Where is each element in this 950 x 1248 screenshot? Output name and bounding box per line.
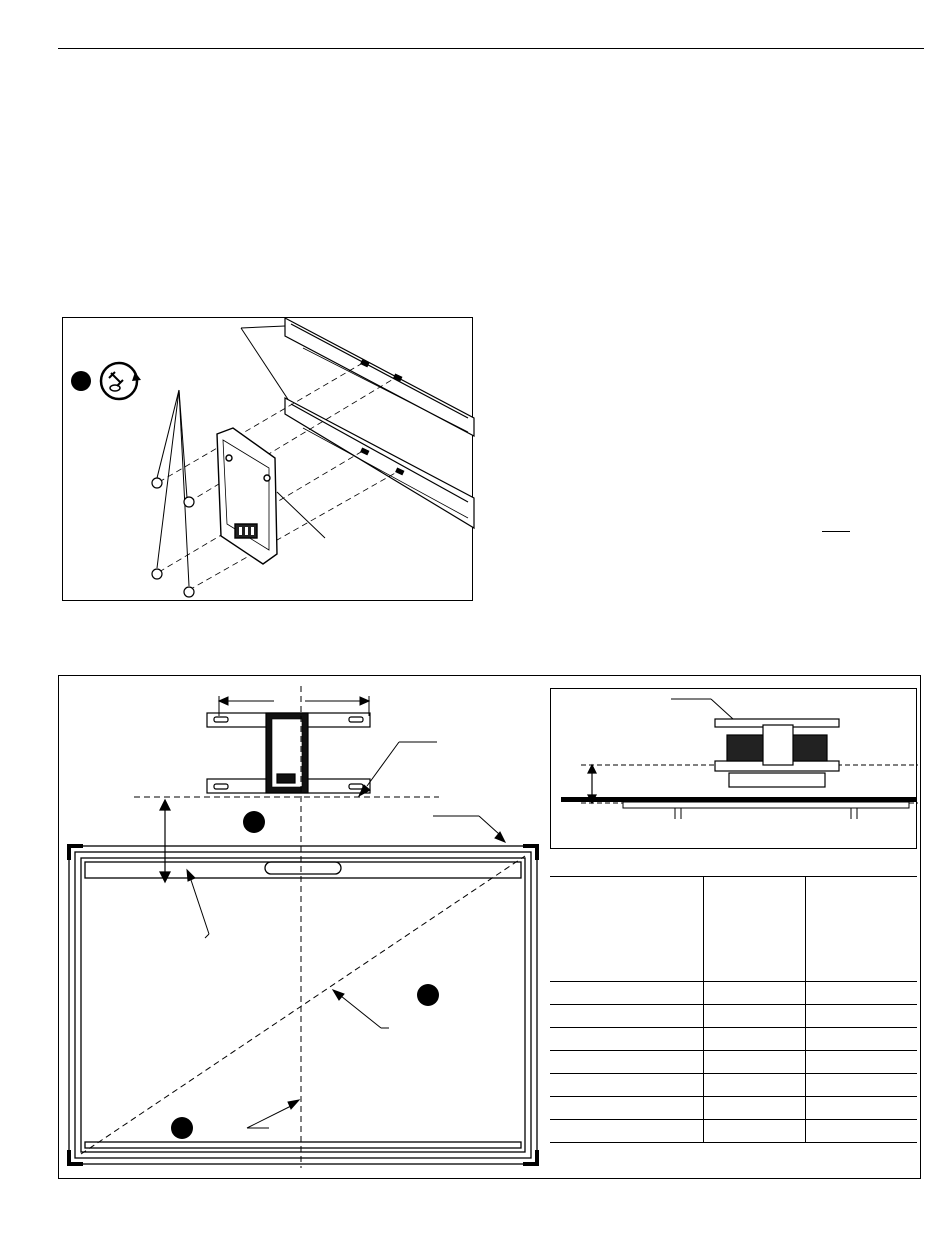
bracket-assembly-figure	[62, 317, 473, 601]
table-row	[550, 1120, 917, 1143]
table-row	[550, 1028, 917, 1051]
marker-a	[243, 811, 265, 833]
short-rule	[822, 531, 850, 532]
bracket-assembly-drawing	[63, 318, 474, 602]
marker-b	[417, 984, 439, 1006]
alignment-lines	[159, 364, 397, 590]
table-header-row	[550, 877, 917, 982]
side-view-panel	[550, 688, 917, 849]
table-cell	[550, 1028, 703, 1051]
leader-arrows	[187, 742, 505, 1128]
table-header-cell	[550, 877, 703, 982]
table-cell	[703, 1005, 805, 1028]
side-height-dimension	[588, 765, 596, 803]
table-cell	[550, 1074, 703, 1097]
table-cell	[805, 1051, 917, 1074]
dimension-table	[550, 876, 917, 1140]
mount-top-view	[207, 713, 370, 793]
table-row	[550, 1005, 917, 1028]
table-cell	[805, 1028, 917, 1051]
table-row	[550, 1097, 917, 1120]
callout-markers	[171, 811, 439, 1139]
table-header-cell	[805, 877, 917, 982]
table-cell	[703, 1051, 805, 1074]
side-mount	[715, 719, 839, 787]
height-dimension	[160, 800, 170, 882]
hex-nuts	[152, 478, 194, 597]
table-cell	[550, 982, 703, 1005]
corner-brackets	[67, 844, 539, 1166]
table-cell	[550, 1120, 703, 1143]
table-cell	[805, 1074, 917, 1097]
table-cell	[550, 1005, 703, 1028]
table-cell	[703, 1074, 805, 1097]
table-cell	[703, 1120, 805, 1143]
wall-bracket-plate	[217, 428, 277, 564]
tv-frame	[69, 846, 537, 1164]
header-rule	[58, 48, 924, 49]
table-cell	[550, 1051, 703, 1074]
wrench-rotate-icon	[101, 363, 141, 399]
table-header-cell	[703, 877, 805, 982]
side-view-drawing	[551, 689, 918, 850]
table-cell	[703, 1028, 805, 1051]
table-cell	[805, 1097, 917, 1120]
table-cell	[703, 1097, 805, 1120]
table-cell	[805, 1120, 917, 1143]
table-row	[550, 1051, 917, 1074]
table-cell	[805, 982, 917, 1005]
marker-c	[171, 1117, 193, 1139]
step-marker-dot	[71, 371, 91, 391]
table-row	[550, 1074, 917, 1097]
table-row	[550, 982, 917, 1005]
table-cell	[805, 1005, 917, 1028]
side-tv	[561, 797, 917, 819]
table-cell	[703, 982, 805, 1005]
table-cell	[550, 1097, 703, 1120]
diagonal-line	[81, 856, 525, 1154]
